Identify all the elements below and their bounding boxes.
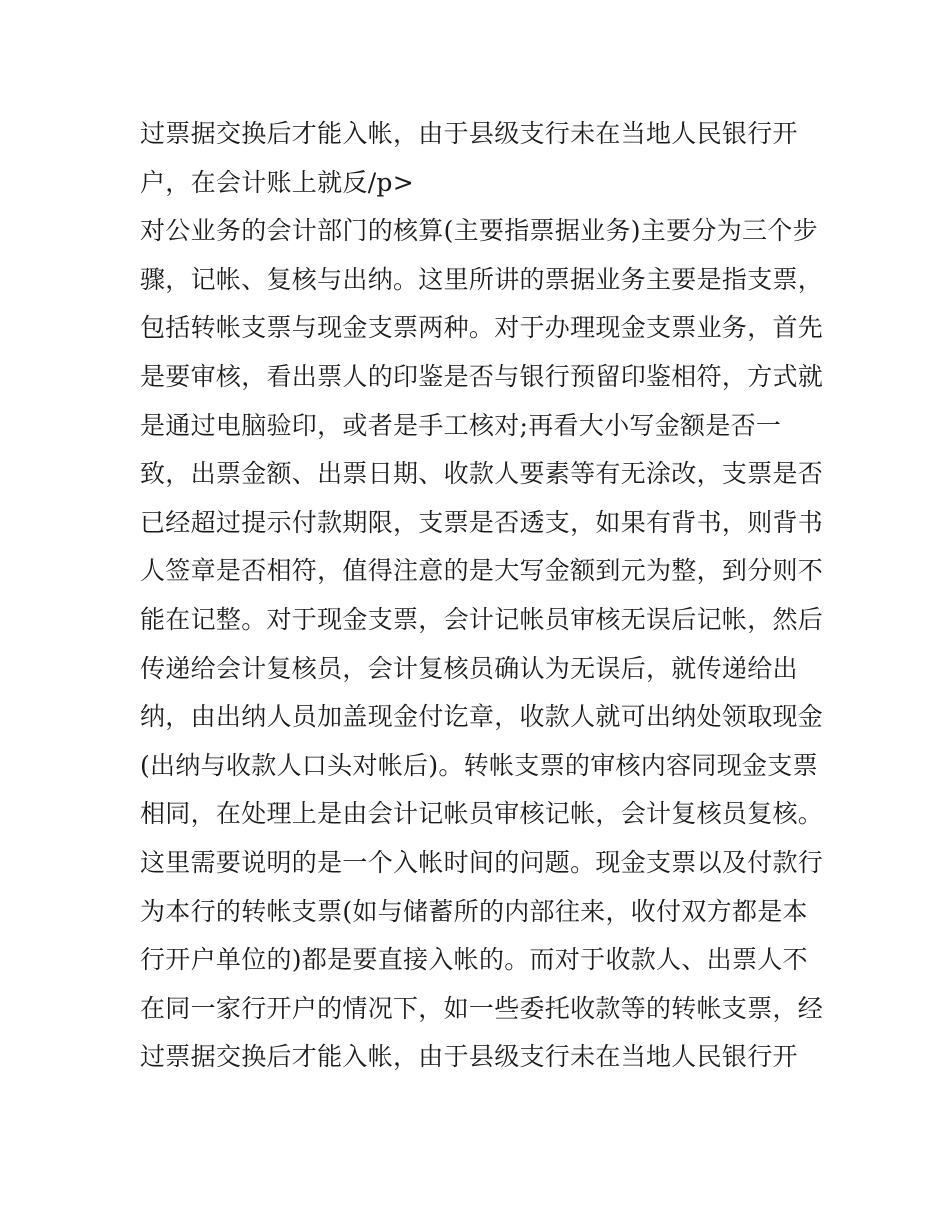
- text-line: 为本行的转帐支票(如与储蓄所的内部往来，收付双方都是本: [140, 896, 808, 926]
- text-line: 户，在会计账上就反/p>: [140, 167, 414, 197]
- text-line: 在同一家行开户的情况下，如一些委托收款等的转帐支票，经: [140, 993, 824, 1023]
- text-line: 包括转帐支票与现金支票两种。对于办理现金支票业务，首先: [140, 313, 824, 343]
- text-line: 过票据交换后才能入帐，由于县级支行未在当地人民银行开: [140, 119, 798, 148]
- text-line: 致，出票金额、出票日期、收款人要素等有无涂改，支票是否: [140, 459, 824, 489]
- text-line: 这里需要说明的是一个入帐时间的问题。现金支票以及付款行: [140, 847, 824, 877]
- text-line: 能在记整。对于现金支票，会计记帐员审核无误后记帐，然后: [140, 604, 824, 634]
- text-line: 是通过电脑验印，或者是手工核对;再看大小写金额是否一: [140, 410, 782, 440]
- text-line: 行开户单位的)都是要直接入帐的。而对于收款人、出票人不: [140, 945, 808, 975]
- body-text: [140, 110, 824, 1082]
- text-line: 传递给会计复核员，会计复核员确认为无误后，就传递给出: [140, 653, 798, 683]
- text-line: 过票据交换后才能入帐，由于县级支行未在当地人民银行开: [140, 1042, 798, 1072]
- text-line: 是要审核，看出票人的印鉴是否与银行预留印鉴相符，方式就: [140, 361, 824, 391]
- text-line: (出纳与收款人口头对帐后)。转帐支票的审核内容同现金支票: [140, 750, 818, 780]
- text-line: 人签章是否相符，值得注意的是大写金额到元为整，到分则不: [140, 556, 824, 586]
- text-line: 纳，由出纳人员加盖现金付讫章，收款人就可出纳处领取现金: [140, 702, 824, 732]
- text-line: 骤，记帐、复核与出纳。这里所讲的票据业务主要是指支票，: [140, 264, 824, 294]
- text-line: 相同，在处理上是由会计记帐员审核记帐，会计复核员复核。: [140, 799, 824, 829]
- text-line: 对公业务的会计部门的核算(主要指票据业务)主要分为三个步: [140, 216, 818, 246]
- text-line: 已经超过提示付款期限，支票是否透支，如果有背书，则背书: [140, 507, 824, 537]
